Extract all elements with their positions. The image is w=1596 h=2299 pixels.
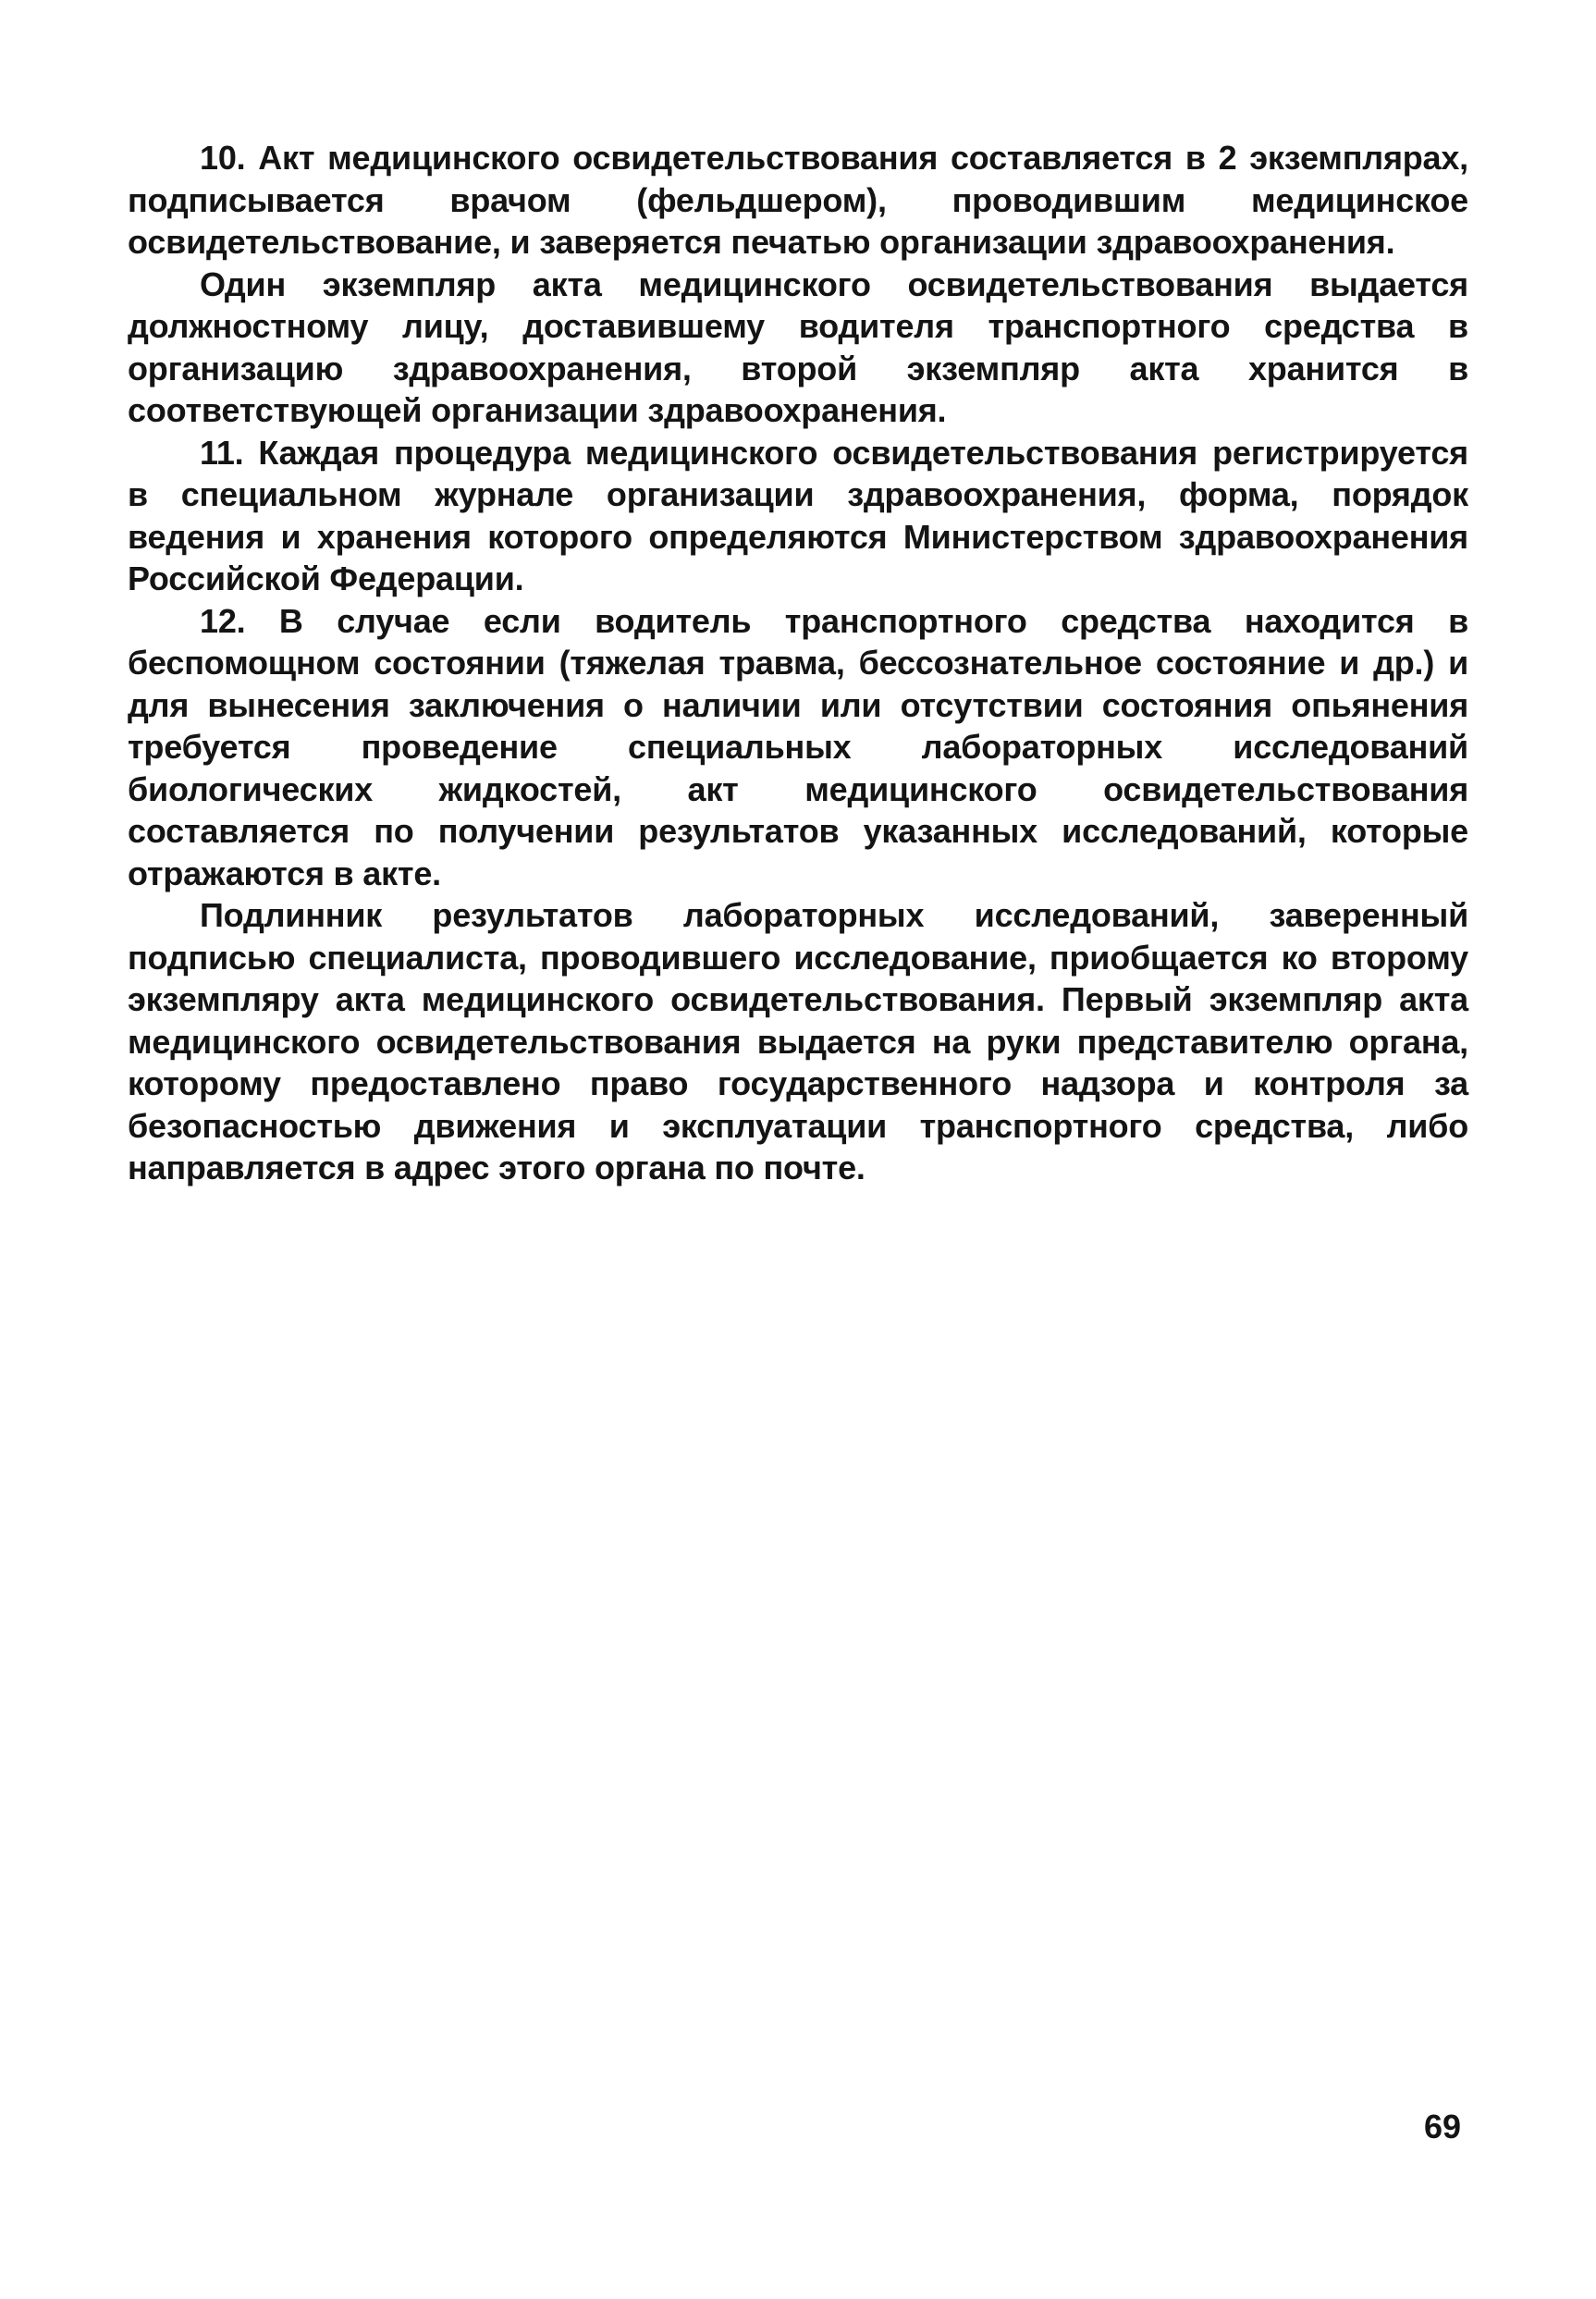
body-text xyxy=(128,137,1468,1189)
page-number: 69 xyxy=(1423,2108,1461,2145)
paragraph-12-lab-results: Подлинник результатов лабораторных исследований, заверенный подписью специалиста, проводившего исследование, приобщается ко второму экземпляру акта медицинского освидетельствования. Первый экземпляр акта медицинского освидетельствования выдается на руки представителю органа, которому предоставлено право государственного надзора и контроля за безопасностью движения и эксплуатации транспортного средства, либо направляется в адрес этого органа по почте. xyxy=(128,896,1468,1186)
paragraph-11: 11. Каждая процедура медицинского освидетельствования регистрируется в специальном журнале организации здравоохранения, форма, порядок ведения и хранения которого определяются Министерством здравоохранения Российской Федерации. xyxy=(128,433,1468,597)
paragraph-12: 12. В случае если водитель транспортного средства находится в беспомощном состоянии (тяжелая травма, бессознательное состояние и др.) и для вынесения заключения о наличии или отсутствии состояния опьянения требуется проведение специальных лабораторных исследований биологических жидкостей, акт медицинского освидетельствования составляется по получении результатов указанных исследований, которые отражаются в акте. xyxy=(128,601,1468,892)
paragraph-10-copy-distribution: Один экземпляр акта медицинского освидетельствования выдается должностному лицу, доставившему водителя транспортного средства в организацию здравоохранения, второй экземпляр акта хранится в соответствующей организации здравоохранения. xyxy=(128,264,1468,429)
paragraph-10: 10. Акт медицинского освидетельствования составляется в 2 экземплярах, подписывается врачом (фельдшером), проводившим медицинское освидетельствование, и заверяется печатью организации здравоохранения. xyxy=(128,139,1468,261)
